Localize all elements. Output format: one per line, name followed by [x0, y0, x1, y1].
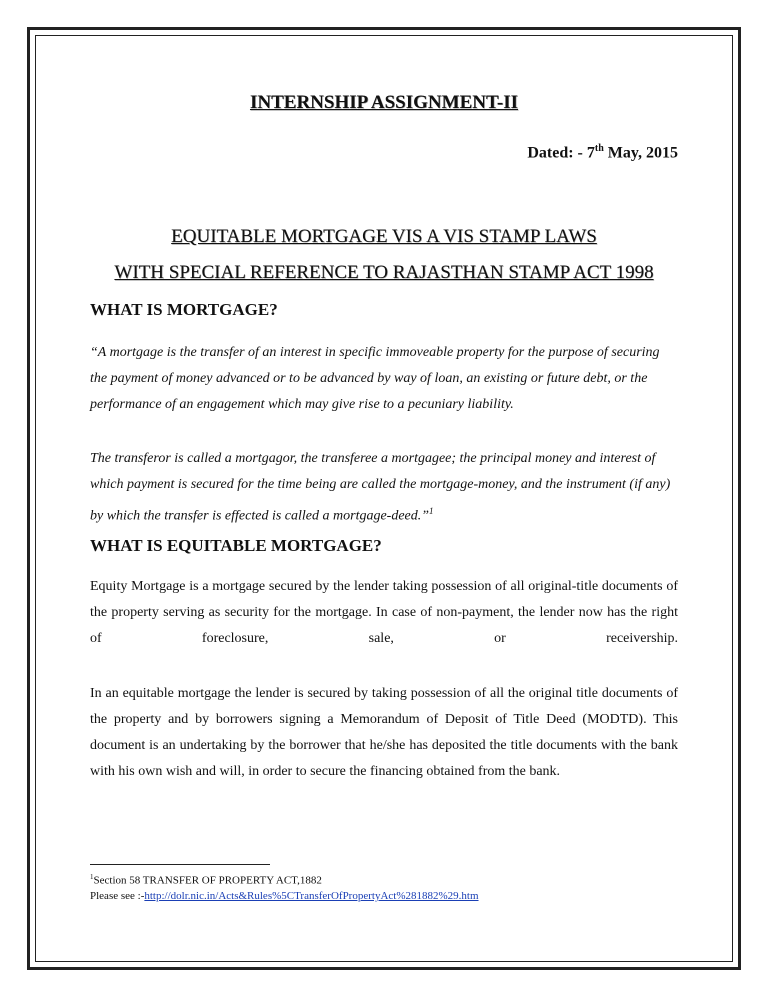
subtitle-line-1: EQUITABLE MORTGAGE VIS A VIS STAMP LAWS: [171, 226, 597, 247]
quote-paragraph-2-text: The transferor is called a mortgagor, the transferee a mortgagee; the principal money and interest of which payment is secured for the time being are called the mortgage-money, and the instrument (if any) by which the transfer is effected is called a mortgage-deed.”: [90, 451, 671, 524]
definition-quote-paragraph-1: “A mortgage is the transfer of an interest in specific immoveable property for the purpose of securing the payment of money advanced or to be advanced by way of loan, an existing or future debt, or the performance of an engagement which may give rise to a pecuniary liability.: [90, 345, 660, 412]
document-title: INTERNSHIP ASSIGNMENT-II: [249, 92, 519, 113]
equitable-mortgage-paragraph-1: Equity Mortgage is a mortgage secured by the lender taking possession of all original-title documents of the property serving as security for the mortgage. In case of non-payment, the lender now has the right of foreclosure, sale, or receivership.: [90, 579, 678, 646]
footnote-reference[interactable]: 1: [429, 506, 434, 516]
footnote-number: 1: [90, 873, 94, 881]
section-heading-mortgage: WHAT IS MORTGAGE?: [90, 300, 278, 319]
subtitle-line-2: WITH SPECIAL REFERENCE TO RAJASTHAN STAMP ACT 1998: [114, 262, 654, 283]
date-suffix: May, 2015: [603, 144, 678, 162]
date-superscript: th: [594, 143, 604, 154]
definition-quote-paragraph-2: [90, 446, 680, 530]
equitable-mortgage-paragraph-2: In an equitable mortgage the lender is secured by taking possession of all the original title documents of the property and by borrowers signing a Memorandum of Deposit of Title Deed (MODTD). This document is an undertaking by the borrower that he/she has deposited the title documents with the bank with his own wish and will, in order to secure the financing obtained from the bank.: [90, 686, 678, 779]
footnote-1: [90, 873, 322, 887]
footnote-link[interactable]: http://dolr.nic.in/Acts&Rules%5CTransferOfPropertyAct%281882%29.htm: [144, 890, 479, 902]
footnote-see-line: [90, 890, 479, 902]
footnote-see-prefix: Please see :-: [90, 890, 145, 902]
document-date: [527, 143, 678, 162]
footnote-text: Section 58 TRANSFER OF PROPERTY ACT,1882: [93, 874, 322, 887]
footnote-separator: [90, 864, 270, 865]
section-heading-equitable-mortgage: WHAT IS EQUITABLE MORTGAGE?: [90, 536, 382, 555]
date-prefix: Dated: - 7: [527, 144, 595, 162]
